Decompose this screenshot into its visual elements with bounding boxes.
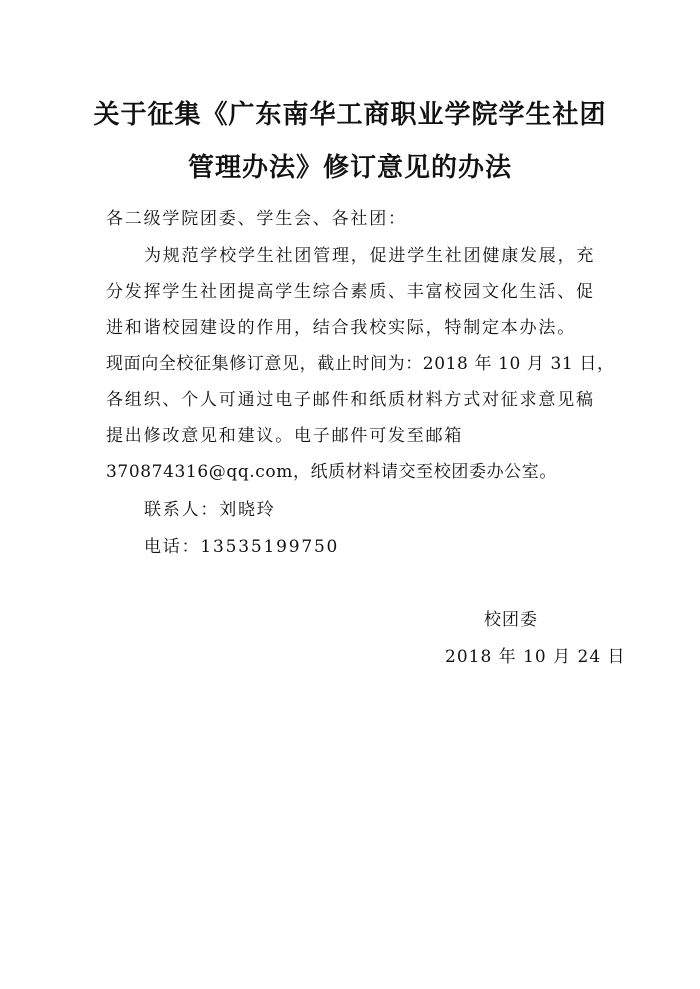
body-line-5: 各组织、个人可通过电子邮件和纸质材料方式对征求意见稿 [106, 390, 595, 410]
document-title-line-1: 关于征集《广东南华工商职业学院学生社团 [93, 100, 607, 130]
signature-date: 2018 年 10 月 24 日 [445, 647, 626, 667]
salutation: 各二级学院团委、学生会、各社团： [106, 209, 407, 229]
signature-organization: 校团委 [484, 610, 538, 630]
body-line-7-email: 370874316@qq.com，纸质材料请交至校团委办公室。 [106, 462, 557, 482]
body-line-2: 分发挥学生社团提高学生综合素质、丰富校园文化生活、促 [106, 282, 595, 302]
body-line-6: 提出修改意见和建议。电子邮件可发至邮箱 [106, 426, 464, 446]
contact-phone: 电话：13535199750 [144, 537, 340, 557]
contact-person: 联系人：刘晓玲 [144, 500, 276, 520]
document-title-line-2: 管理办法》修订意见的办法 [187, 153, 512, 183]
body-line-3: 进和谐校园建设的作用，结合我校实际，特制定本办法。 [106, 318, 576, 338]
body-line-1: 为规范学校学生社团管理，促进学生社团健康发展，充 [144, 246, 596, 266]
body-line-4: 现面向全校征集修订意见，截止时间为：2018 年 10 月 31 日， [106, 354, 615, 374]
